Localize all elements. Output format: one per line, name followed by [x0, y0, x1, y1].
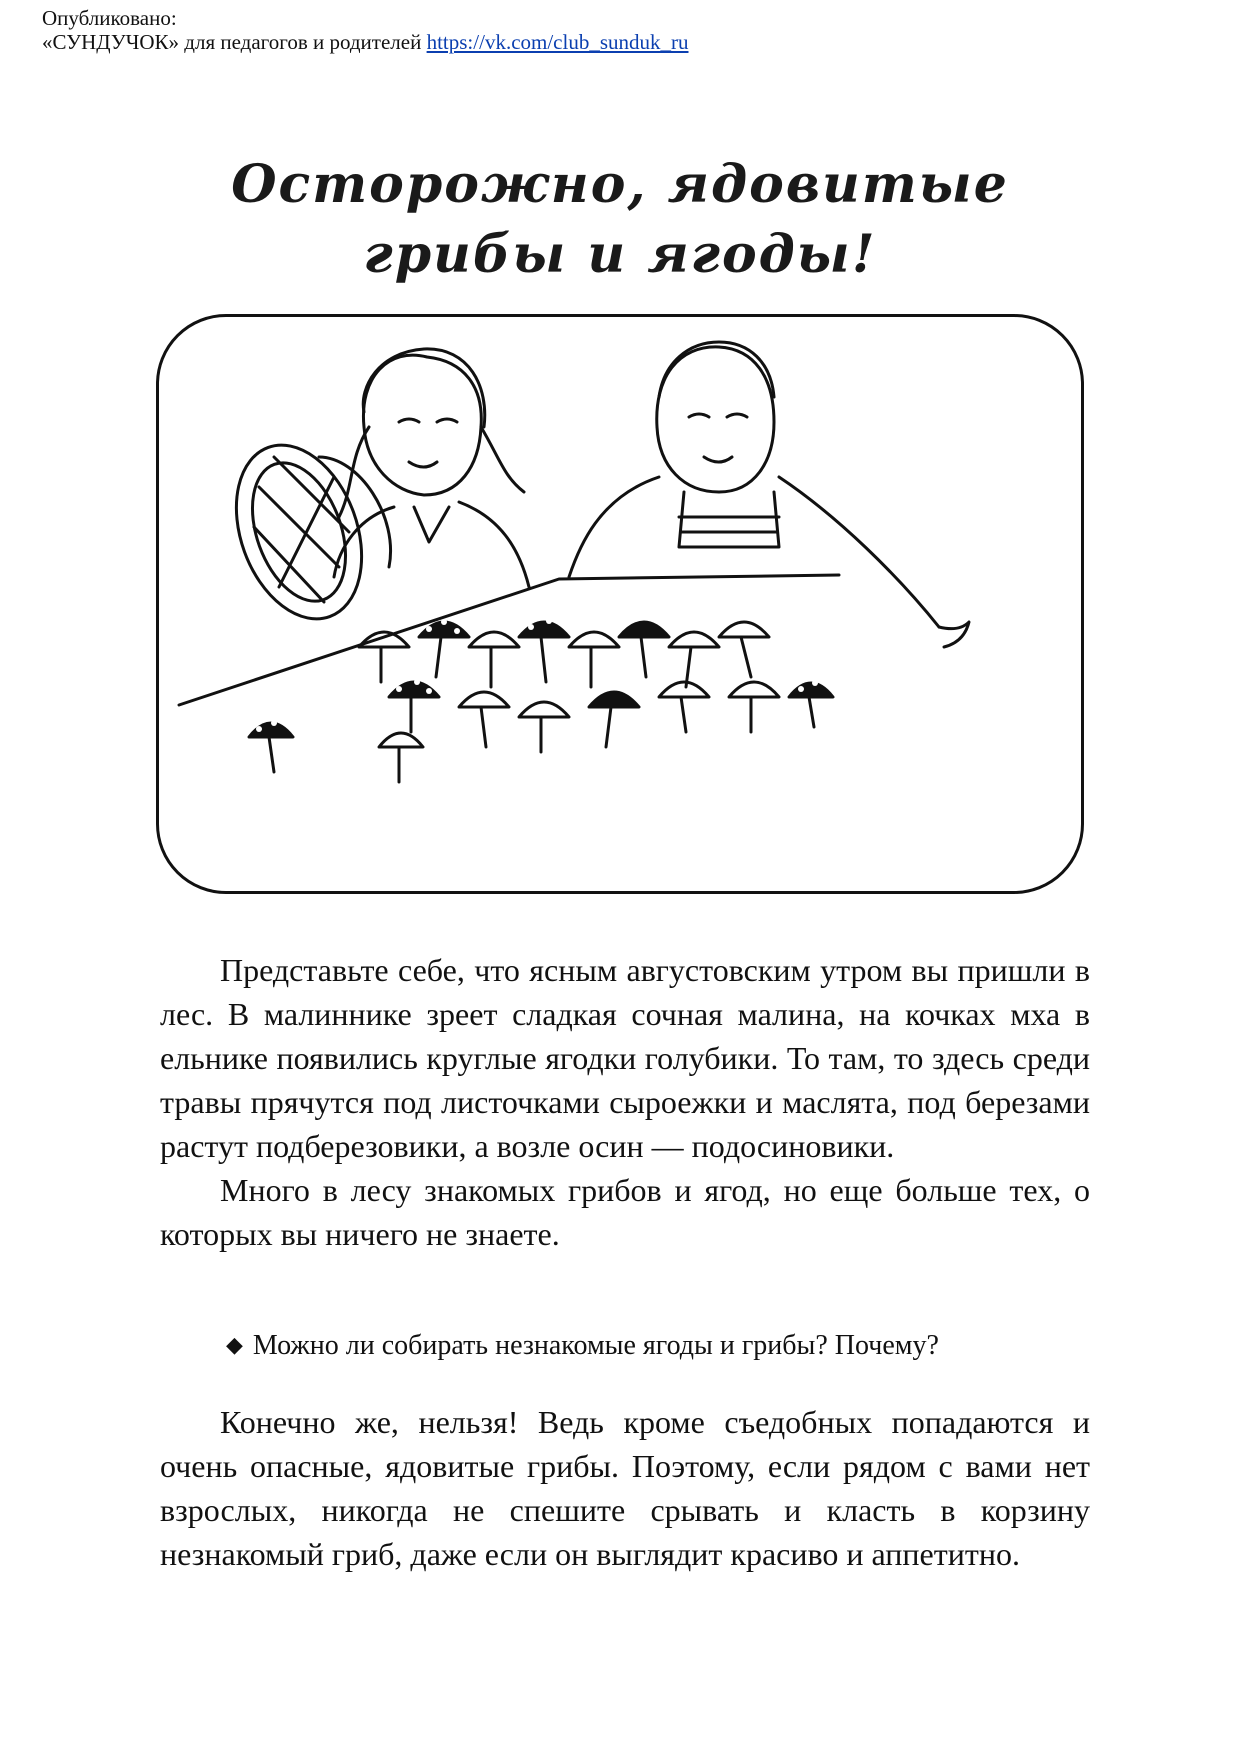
- answer-text: [160, 1400, 1090, 1576]
- paragraph-3: Конечно же, нельзя! Ведь кроме съедобных попадаются и очень опасные, ядовитые грибы. Поэтому, если рядом с вами нет взрослых, никогда не спешите срывать и класть в корзину незнакомый гриб, даже если он выглядит красиво и аппетитно.: [160, 1404, 1090, 1572]
- vk-link[interactable]: https://vk.com/club_sunduk_ru: [426, 30, 689, 54]
- paragraph-2: Много в лесу знакомых грибов и ягод, но еще больше тех, о которых вы ничего не знаете.: [160, 1172, 1090, 1252]
- source-text: «СУНДУЧОК» для педагогов и родителей: [42, 30, 422, 54]
- source-line: [42, 30, 689, 54]
- title-line-2: грибы и ягоды!: [363, 224, 877, 285]
- mushroom-pile: [249, 622, 833, 782]
- boy-figure: [569, 342, 969, 647]
- body-text: [160, 948, 1090, 1256]
- title-line-1: Осторожно, ядовитые: [231, 154, 1009, 215]
- basket: [214, 428, 391, 637]
- question-line: [226, 1328, 939, 1363]
- diamond-bullet-icon: ◆: [226, 1332, 243, 1357]
- page-title: [0, 150, 1240, 290]
- published-label: Опубликовано:: [42, 6, 177, 30]
- illustration-frame: [156, 314, 1084, 894]
- children-mushrooms-illustration: [159, 317, 1084, 894]
- paragraph-1: Представьте себе, что ясным августовским утром вы пришли в лес. В малиннике зреет сладкая сочная малина, на кочках мха в ельнике появились круглые ягодки голубики. То там, то здесь среди травы прячутся под листочками сыроежки и маслята, под березами растут подберезовики, а возле осин — подосиновики.: [160, 952, 1090, 1164]
- girl-figure: [334, 349, 529, 587]
- publication-note: [42, 6, 689, 54]
- question-text: Можно ли собирать незнакомые ягоды и грибы? Почему?: [252, 1330, 939, 1361]
